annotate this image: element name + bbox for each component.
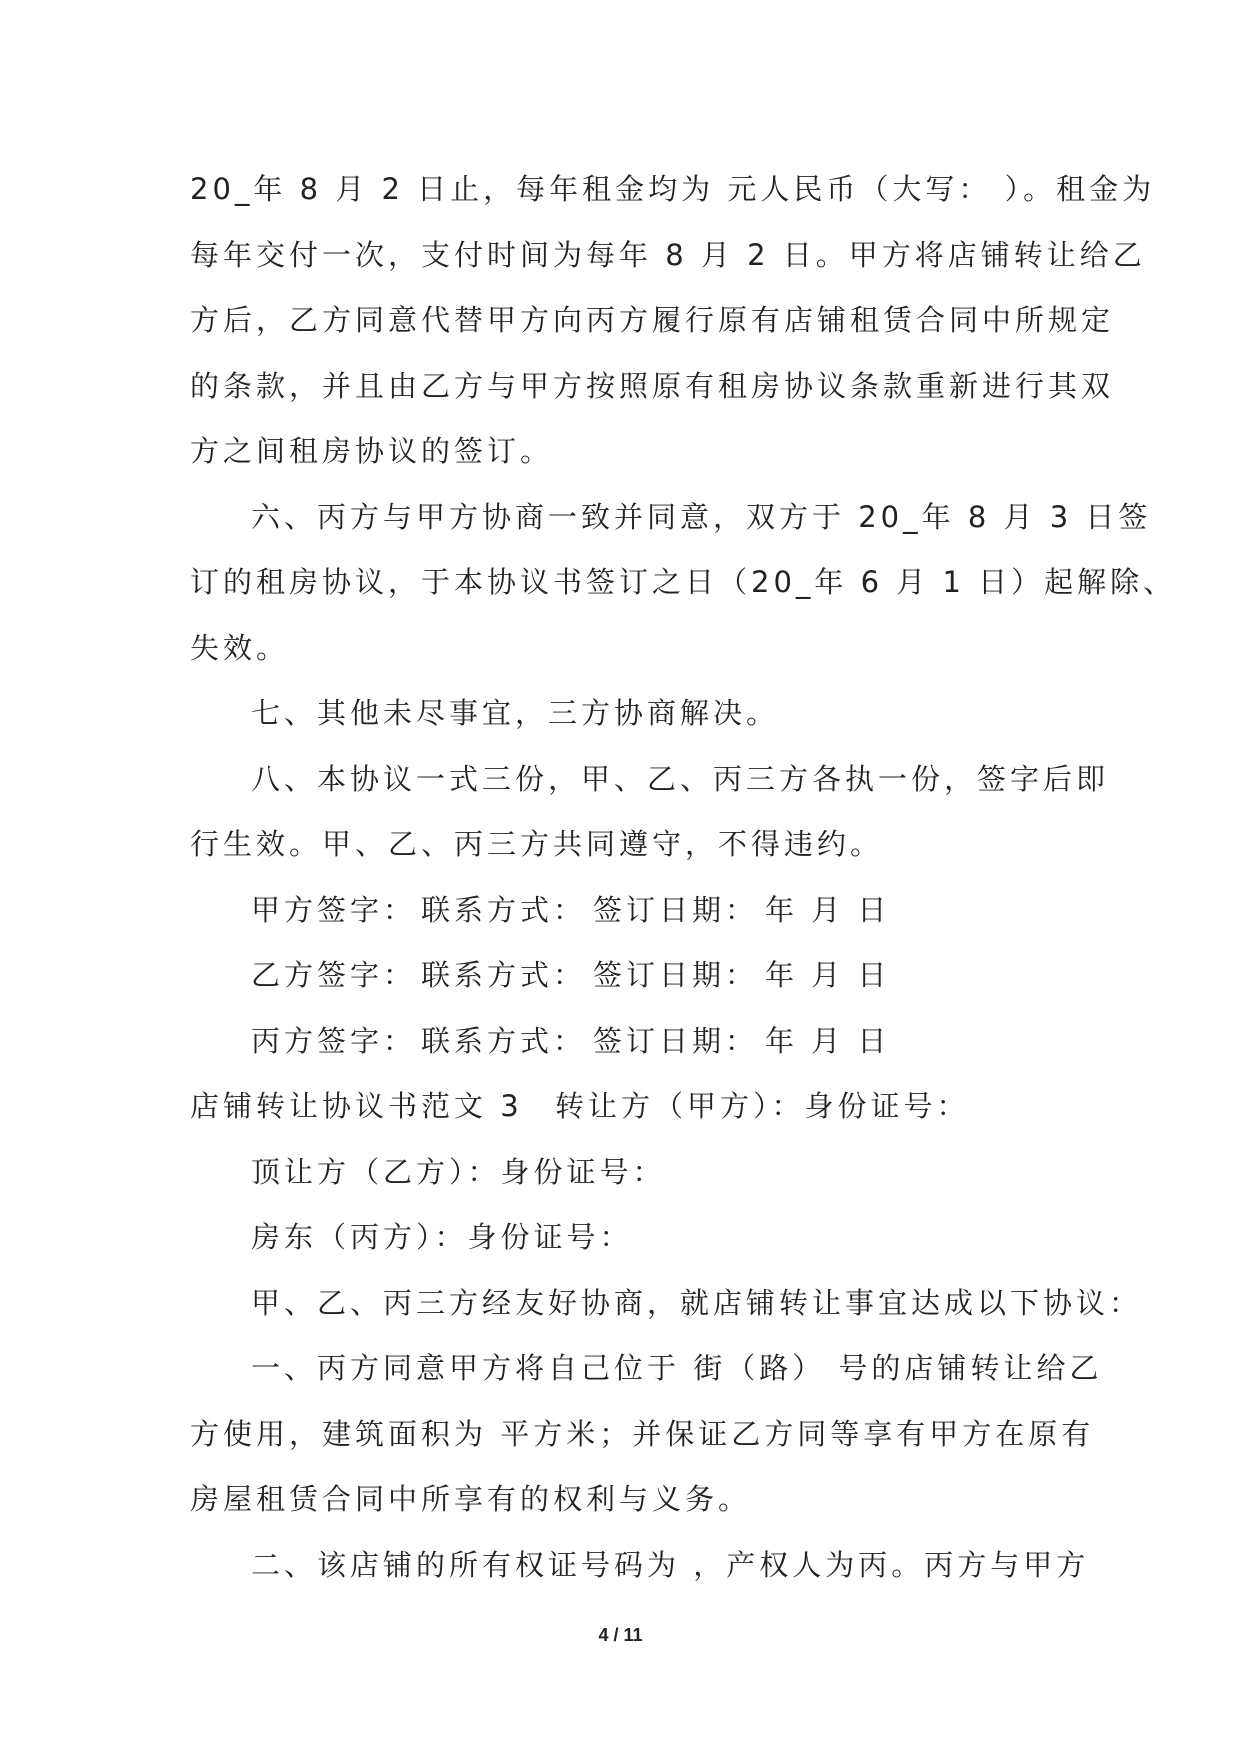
transferor-line: 转让方（甲方）：身份证号： [555, 1089, 970, 1123]
signature-label: 甲方签字： [251, 892, 417, 927]
section-heading [190, 1074, 1090, 1140]
paragraph-line: 失效。 [190, 630, 290, 665]
signature-label: 丙方签字： [251, 1023, 417, 1058]
paragraph-line: 方之间租房协议的签订。 [190, 434, 554, 468]
paragraph-line: 房屋租赁合同中所享有的权利与义务。 [190, 1482, 752, 1516]
section-title: 店铺转让协议书范文 3 [190, 1089, 523, 1123]
assignee-line: 顶让方（乙方）：身份证号： [251, 1154, 666, 1189]
signature-row-party-b [190, 943, 1090, 1009]
paragraph-line: 行生效。甲、乙、丙三方共同遵守，不得违约。 [190, 827, 884, 861]
document-body [190, 157, 1177, 1598]
page-number: 4 / 11 [598, 1625, 643, 1645]
signature-row-party-a [190, 878, 1090, 944]
signature-label: 乙方签字： [251, 958, 417, 992]
date-label: 签订日期： [593, 892, 759, 927]
clause-two: 二、该店铺的所有权证号码为 ，产权人为丙。丙方与甲方 [251, 1547, 1090, 1582]
paragraph-line: 的条款，并且由乙方与甲方按照原有租房协议条款重新进行其双 [190, 368, 1115, 403]
date-value: 年 月 日 [765, 1023, 891, 1058]
date-value: 年 月 日 [765, 958, 891, 992]
clause-eight: 八、本协议一式三份，甲、乙、丙三方各执一份，签字后即 [251, 761, 1110, 796]
clause-seven: 七、其他未尽事宜，三方协商解决。 [251, 696, 780, 730]
contact-label: 联系方式： [421, 892, 587, 927]
clause-one: 一、丙方同意甲方将自己位于 街（路） 号的店铺转让给乙 [251, 1351, 1103, 1385]
agreement-intro: 甲、乙、丙三方经友好协商，就店铺转让事宜达成以下协议： [251, 1285, 1143, 1320]
paragraph-line: 方后，乙方同意代替甲方向丙方履行原有店铺租赁合同中所规定 [190, 303, 1115, 337]
date-label: 签订日期： [593, 1023, 759, 1058]
signature-row-party-c [190, 1009, 1090, 1075]
date-label: 签订日期： [593, 958, 759, 992]
clause-six: 六、丙方与甲方协商一致并同意，双方于 20_年 8 月 3 日签 [251, 499, 1152, 534]
paragraph-line: 订的租房协议，于本协议书签订之日（20_年 6 月 1 日）起解除、 [190, 565, 1177, 599]
date-value: 年 月 日 [765, 892, 891, 927]
contact-label: 联系方式： [421, 958, 587, 992]
paragraph-line: 20_年 8 月 2 日止，每年租金均为 元人民币（大写： ）。租金为 [190, 172, 1156, 206]
landlord-line: 房东（丙方）：身份证号： [251, 1220, 633, 1254]
paragraph-line: 每年交付一次，支付时间为每年 8 月 2 日。甲方将店铺转让给乙 [190, 237, 1146, 272]
contact-label: 联系方式： [421, 1023, 587, 1058]
paragraph-line: 方使用，建筑面积为 平方米；并保证乙方同等享有甲方在原有 [190, 1416, 1095, 1451]
